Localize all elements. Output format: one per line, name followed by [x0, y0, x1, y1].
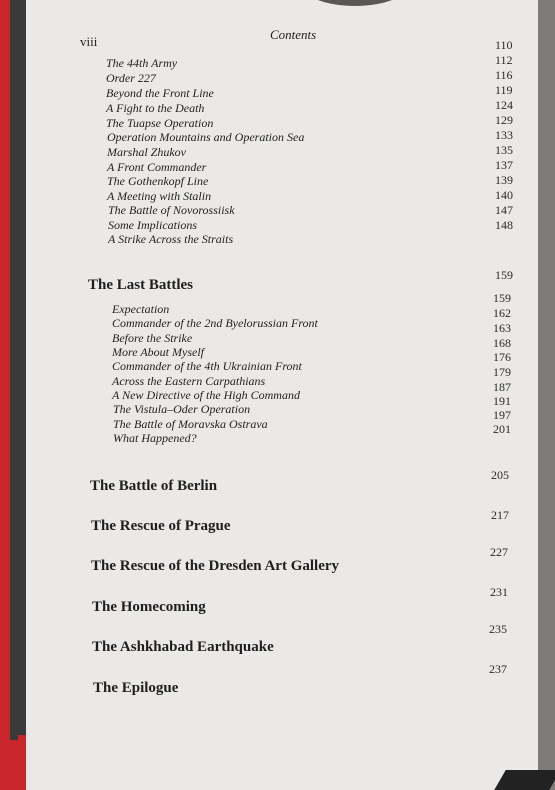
toc-entry-page: 163: [493, 321, 511, 335]
chapter-page: 217: [491, 508, 509, 522]
chapter-title: The Rescue of Prague: [91, 518, 231, 534]
toc-entry-page: 148: [495, 218, 513, 232]
toc-entry-page: 162: [493, 306, 511, 320]
toc-entry: A Front Commander: [107, 160, 207, 174]
toc-entry: Commander of the 4th Ukrainian Front: [112, 359, 302, 373]
toc-entry-page: 124: [495, 98, 513, 112]
toc-entry: A Meeting with Stalin: [107, 189, 212, 203]
toc-entry: Operation Mountains and Operation Sea: [107, 130, 305, 144]
page-number-roman: viii: [80, 34, 98, 49]
chapter-page: 159: [495, 268, 513, 282]
toc-entry-page: 137: [495, 158, 513, 172]
toc-entry: What Happened?: [113, 431, 197, 445]
toc-entry: A New Directive of the High Command: [112, 388, 300, 402]
toc-entry: Commander of the 2nd Byelorussian Front: [112, 316, 318, 330]
chapter-title: The Battle of Berlin: [90, 478, 218, 494]
toc-entry-page: 140: [495, 188, 513, 202]
toc-entry-page: 179: [493, 365, 511, 379]
toc-entry-page: 159: [493, 291, 511, 305]
toc-entry: A Fight to the Death: [106, 101, 205, 115]
toc-entry: The Battle of Moravska Ostrava: [113, 417, 268, 431]
toc-entry: Before the Strike: [112, 331, 193, 345]
toc-entry-page: 139: [495, 173, 513, 187]
chapter-page: 237: [489, 662, 507, 676]
toc-top-page: 110: [495, 38, 513, 52]
chapter-page: 205: [491, 468, 509, 482]
toc-entry-page: 147: [495, 203, 513, 217]
toc-entry: Expectation: [112, 302, 170, 316]
running-title: Contents: [270, 27, 317, 42]
chapter-page: 227: [490, 545, 508, 559]
toc-entry-page: 168: [493, 336, 511, 350]
toc-entry-page: 129: [495, 113, 513, 127]
toc-entry: The Gothenkopf Line: [107, 174, 209, 188]
toc-entry-page: 191: [493, 394, 511, 408]
toc-entry: The Vistula–Oder Operation: [113, 402, 251, 416]
toc-entry-page: 112: [495, 53, 513, 67]
toc-entry-page: 197: [493, 408, 511, 422]
chapter-title: The Last Battles: [88, 277, 193, 293]
toc-entry: Across the Eastern Carpathians: [112, 374, 266, 388]
chapter-page: 231: [490, 585, 508, 599]
toc-entry: Marshal Zhukov: [107, 145, 186, 159]
toc-entry-page: 187: [493, 380, 511, 394]
chapter-title: The Rescue of the Dresden Art Gallery: [91, 558, 340, 574]
toc-entry: Beyond the Front Line: [106, 86, 214, 100]
toc-entry-page: 176: [493, 350, 511, 364]
toc-entry: A Strike Across the Straits: [108, 232, 234, 246]
toc-entry: Some Implications: [108, 218, 197, 232]
toc-entry-page: 135: [495, 143, 513, 157]
toc-entry: More About Myself: [112, 345, 204, 359]
chapter-title: The Epilogue: [93, 680, 179, 696]
chapter-title: The Homecoming: [92, 599, 206, 615]
chapter-title: The Ashkhabad Earthquake: [92, 639, 274, 655]
toc-entry-page: 133: [495, 128, 513, 142]
toc-entry: The 44th Army: [106, 56, 178, 70]
toc-entry: The Tuapse Operation: [106, 116, 214, 130]
toc-entry-page: 201: [493, 422, 511, 436]
toc-entry-page: 119: [495, 83, 513, 97]
toc-entry: Order 227: [106, 71, 156, 85]
toc-entry-page: 116: [495, 68, 513, 82]
toc-entry: The Battle of Novorossiisk: [108, 203, 235, 217]
chapter-page: 235: [489, 622, 507, 636]
page-corner-shadow: [494, 770, 555, 790]
background-edge: [538, 0, 555, 790]
